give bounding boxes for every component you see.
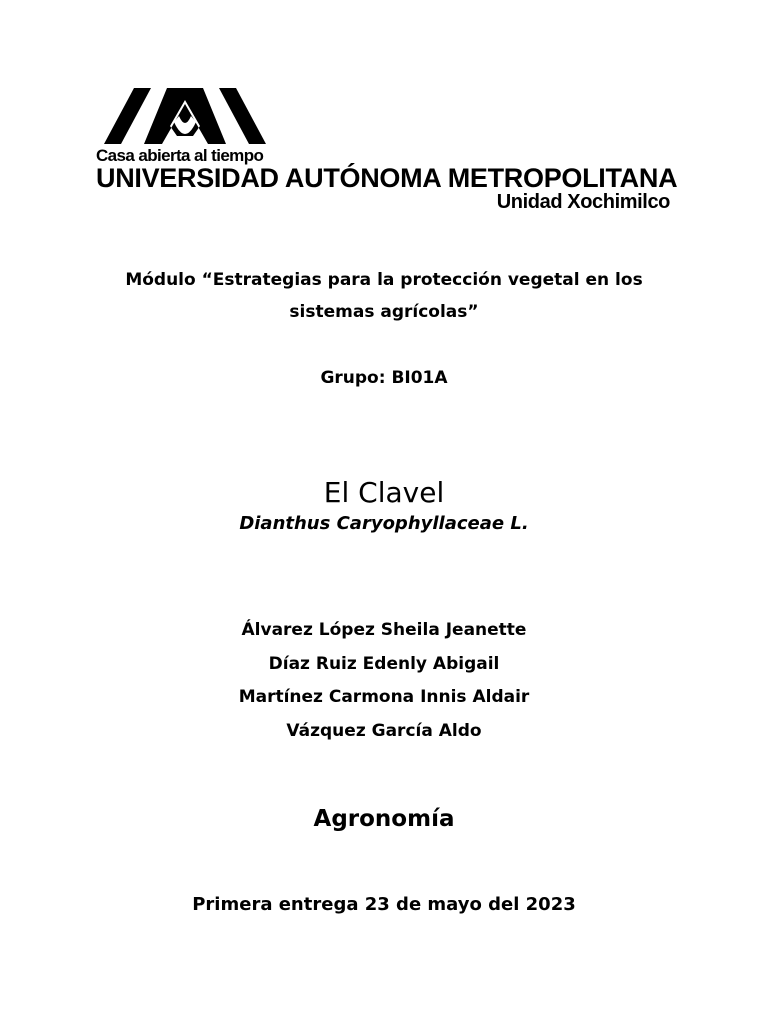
module-title bbox=[0, 264, 768, 328]
document-title: El Clavel bbox=[323, 476, 445, 509]
author-name: Martínez Carmona Innis Aldair bbox=[238, 687, 530, 707]
author-name: Álvarez López Sheila Jeanette bbox=[241, 620, 527, 640]
logo-motto: Casa abierta al tiempo bbox=[96, 146, 264, 165]
university-logo bbox=[96, 86, 676, 216]
author-list bbox=[0, 614, 768, 748]
scientific-name: Dianthus Caryophyllaceae L. bbox=[239, 513, 529, 534]
uam-emblem-icon bbox=[104, 86, 266, 146]
university-name: UNIVERSIDAD AUTÓNOMA METROPOLITANA bbox=[96, 163, 678, 193]
module-line-1: Módulo “Estrategias para la protección vegetal en los bbox=[125, 270, 643, 290]
module-line-2: sistemas agrícolas” bbox=[289, 302, 479, 322]
author-name: Vázquez García Aldo bbox=[286, 720, 482, 741]
university-unit: Unidad Xochimilco bbox=[496, 191, 670, 213]
delivery-date: Primera entrega 23 de mayo del 2023 bbox=[192, 894, 576, 915]
group-label: Grupo: BI01A bbox=[320, 368, 448, 388]
author-name: Díaz Ruiz Edenly Abigail bbox=[268, 653, 500, 674]
program-name: Agronomía bbox=[313, 806, 455, 832]
